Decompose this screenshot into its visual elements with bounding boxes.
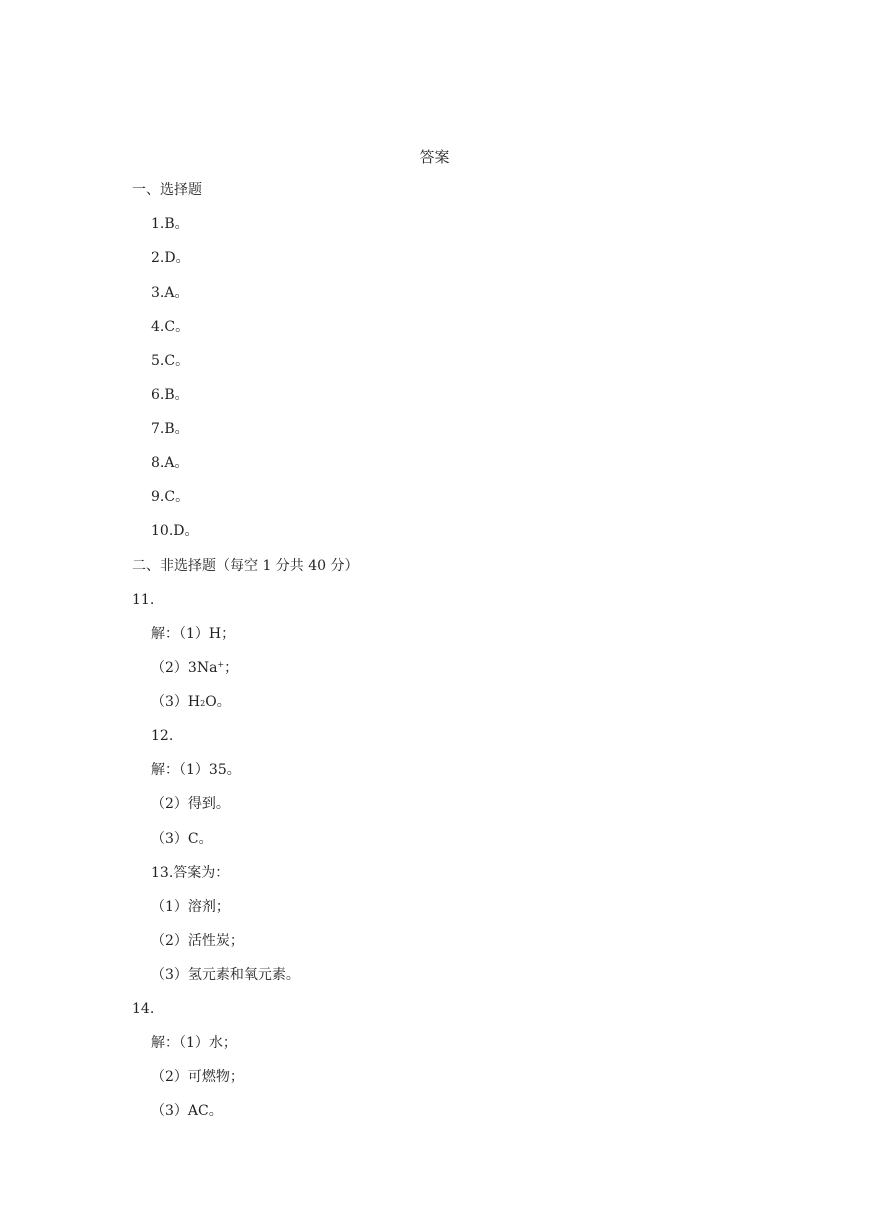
answer-line: 解：（1）H； — [151, 626, 236, 642]
answer-line: （3）氢元素和氧元素。 — [151, 967, 300, 983]
answer-item: 5.C。 — [151, 353, 190, 369]
answer-item: 3.A。 — [151, 285, 189, 301]
answer-line: （2）得到。 — [151, 796, 230, 812]
answer-item: 9.C。 — [151, 489, 190, 505]
section-heading-nonchoice: 二、非选择题（每空 1 分共 40 分） — [132, 558, 359, 574]
answer-line-ion — [151, 658, 238, 678]
answer-text: O。 — [205, 694, 231, 710]
answer-item: 8.A。 — [151, 455, 189, 471]
answer-item: 2.D。 — [151, 250, 190, 266]
section-heading-choice: 一、选择题 — [132, 182, 202, 198]
answer-line: （2）可燃物； — [151, 1069, 244, 1085]
answer-line: （3）AC。 — [151, 1103, 223, 1119]
answer-line-formula — [151, 692, 231, 712]
answer-line: （1）溶剂； — [151, 899, 230, 915]
answer-item: 7.B。 — [151, 421, 189, 437]
charge-superscript: + — [217, 660, 225, 669]
question-number: 14. — [132, 1001, 155, 1017]
answer-line: 解：（1）35。 — [151, 762, 241, 778]
answer-item: 10.D。 — [151, 523, 199, 539]
question-number: 13.答案为： — [151, 865, 230, 881]
question-number: 12. — [151, 728, 174, 744]
answer-text: （3）H — [151, 694, 201, 710]
answer-item: 1.B。 — [151, 216, 189, 232]
page-title: 答案 — [419, 148, 450, 166]
answer-line: （3）C。 — [151, 831, 213, 847]
answer-line: 解：（1）水； — [151, 1035, 237, 1051]
answer-line: （2）活性炭； — [151, 933, 244, 949]
answer-text: ； — [224, 660, 239, 676]
answer-text: （2）3Na — [151, 660, 218, 676]
answer-item: 6.B。 — [151, 387, 189, 403]
question-number: 11. — [132, 592, 155, 608]
formula-subscript: 2 — [200, 699, 206, 708]
answer-item: 4.C。 — [151, 319, 190, 335]
